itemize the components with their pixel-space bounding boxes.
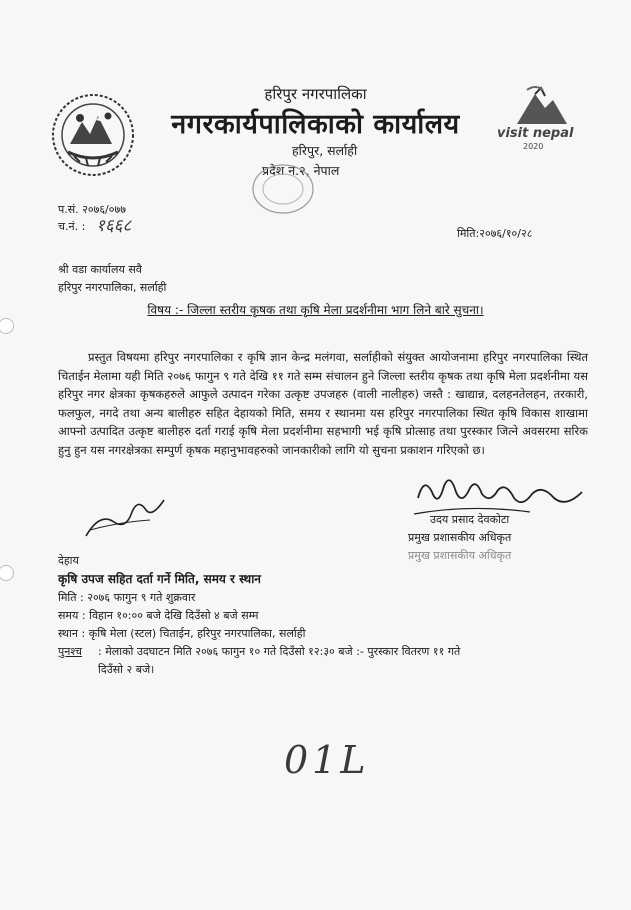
letter-subject bbox=[0, 301, 631, 318]
handwritten-mark: 01L bbox=[284, 738, 370, 782]
details-time: समय : विहान १०:०० बजे देखि दिउँसो ४ बजे सम्म bbox=[58, 609, 259, 622]
office-title: नगरकार्यपालिकाको कार्यालय bbox=[171, 109, 460, 140]
address-line-1: हरिपुर, सर्लाही bbox=[292, 143, 358, 158]
address-line-2: प्रदेश न.२, नेपाल bbox=[262, 163, 340, 178]
ps-line-1: : मेलाको उदघाटन मिति २०७६ फागुन १० गते दिउँसो १२:३० बजे :- पुरस्कार वितरण ११ गते bbox=[98, 645, 461, 658]
details-heading: कृषि उपज सहित दर्ता गर्ने मिति, समय र स्थान bbox=[58, 572, 261, 586]
recipient-line-1: श्री वडा कार्यालय सवै bbox=[58, 263, 142, 276]
visit-nepal-year: 2020 bbox=[523, 142, 544, 151]
visit-nepal-text: visit nepal bbox=[497, 126, 574, 141]
details-date: मिति : २०७६ फागुन ९ गते शुक्रवार bbox=[58, 591, 196, 604]
details-place: स्थान : कृषि मेला (स्टल) चिताईन, हरिपुर नगरपालिका, सर्लाही bbox=[58, 627, 306, 640]
signatory-title: प्रमुख प्रशासकीय अधिकृत bbox=[408, 531, 512, 544]
ps-line-2: दिउँसो २ बजे। bbox=[98, 663, 155, 676]
letter-subject-text: विषय :- जिल्ला स्तरीय कृषक तथा कृषि मेला प्रदर्शनीमा भाग लिने बारे सुचना। bbox=[147, 303, 484, 317]
signatory-name: उदय प्रसाद देवकोटा bbox=[430, 513, 510, 526]
left-signature-scribble bbox=[80, 492, 170, 542]
letter-body: प्रस्तुत विषयमा हरिपुर नगरपालिका र कृषि ज्ञान केन्द्र मलंगवा, सर्लाहीको संयुक्त आयोजनामा हरिपुर नगरपालिका स्थित चिताईन मेलामा यही मिति २०७६ फागुन ९ गते देखि ११ गते सम्म संचालन हुने जिल्ला स्तरीय कृषक तथा कृषि मेला प्रदर्शनीमा यस हरिपुर नगर क्षेत्रका कृषकहरुले आफुले उत्पादन गरेका उत्कृष्ट उपजहरु (वाली नालीहरु) जस्तै : खाद्यान्न, दलहनतेलहन, तरकारी, फलफुल, नगदे तथा अन्य बालीहरु सहित देहायको मिति, समय र स्थानमा यस हरिपुर नगरपालिका स्थित कृषि विकास शाखामा आफ्नो उत्पादित उत्कृष्ट बालीहरु दर्ता गराई कृषि मेला प्रदर्शनीमा सहभागी भई कृषि प्रोत्साह तथा पुरस्कार जित्ने अवसरमा सरिक हुनु हुन यस नगरक्षेत्रका सम्पुर्ण कृषक महानुभावहरुको जानकारीको लागि यो सुचना प्रकाशन गरिएको छ। bbox=[58, 350, 588, 457]
office-stamp-icon bbox=[246, 160, 320, 218]
municipality-name: हरिपुर नगरपालिका bbox=[264, 85, 367, 103]
recipient-line-2: हरिपुर नगरपालिका, सर्लाही bbox=[58, 281, 167, 294]
reference-chn-label: च.नं. : bbox=[58, 220, 86, 233]
punch-hole-top bbox=[0, 318, 14, 334]
reference-ps: प.सं. २०७६/०७७ bbox=[58, 203, 126, 216]
dehay-label: देहाय bbox=[58, 554, 79, 567]
signatory-stamp: प्रमुख प्रशासकीय अधिकृत bbox=[408, 549, 512, 562]
letter-date: मिति:२०७६/१०/२८ bbox=[457, 227, 533, 240]
ps-label: पुनश्च bbox=[58, 645, 83, 658]
reference-chn-value: १६६८ bbox=[96, 216, 132, 236]
punch-hole-bottom bbox=[0, 565, 14, 581]
